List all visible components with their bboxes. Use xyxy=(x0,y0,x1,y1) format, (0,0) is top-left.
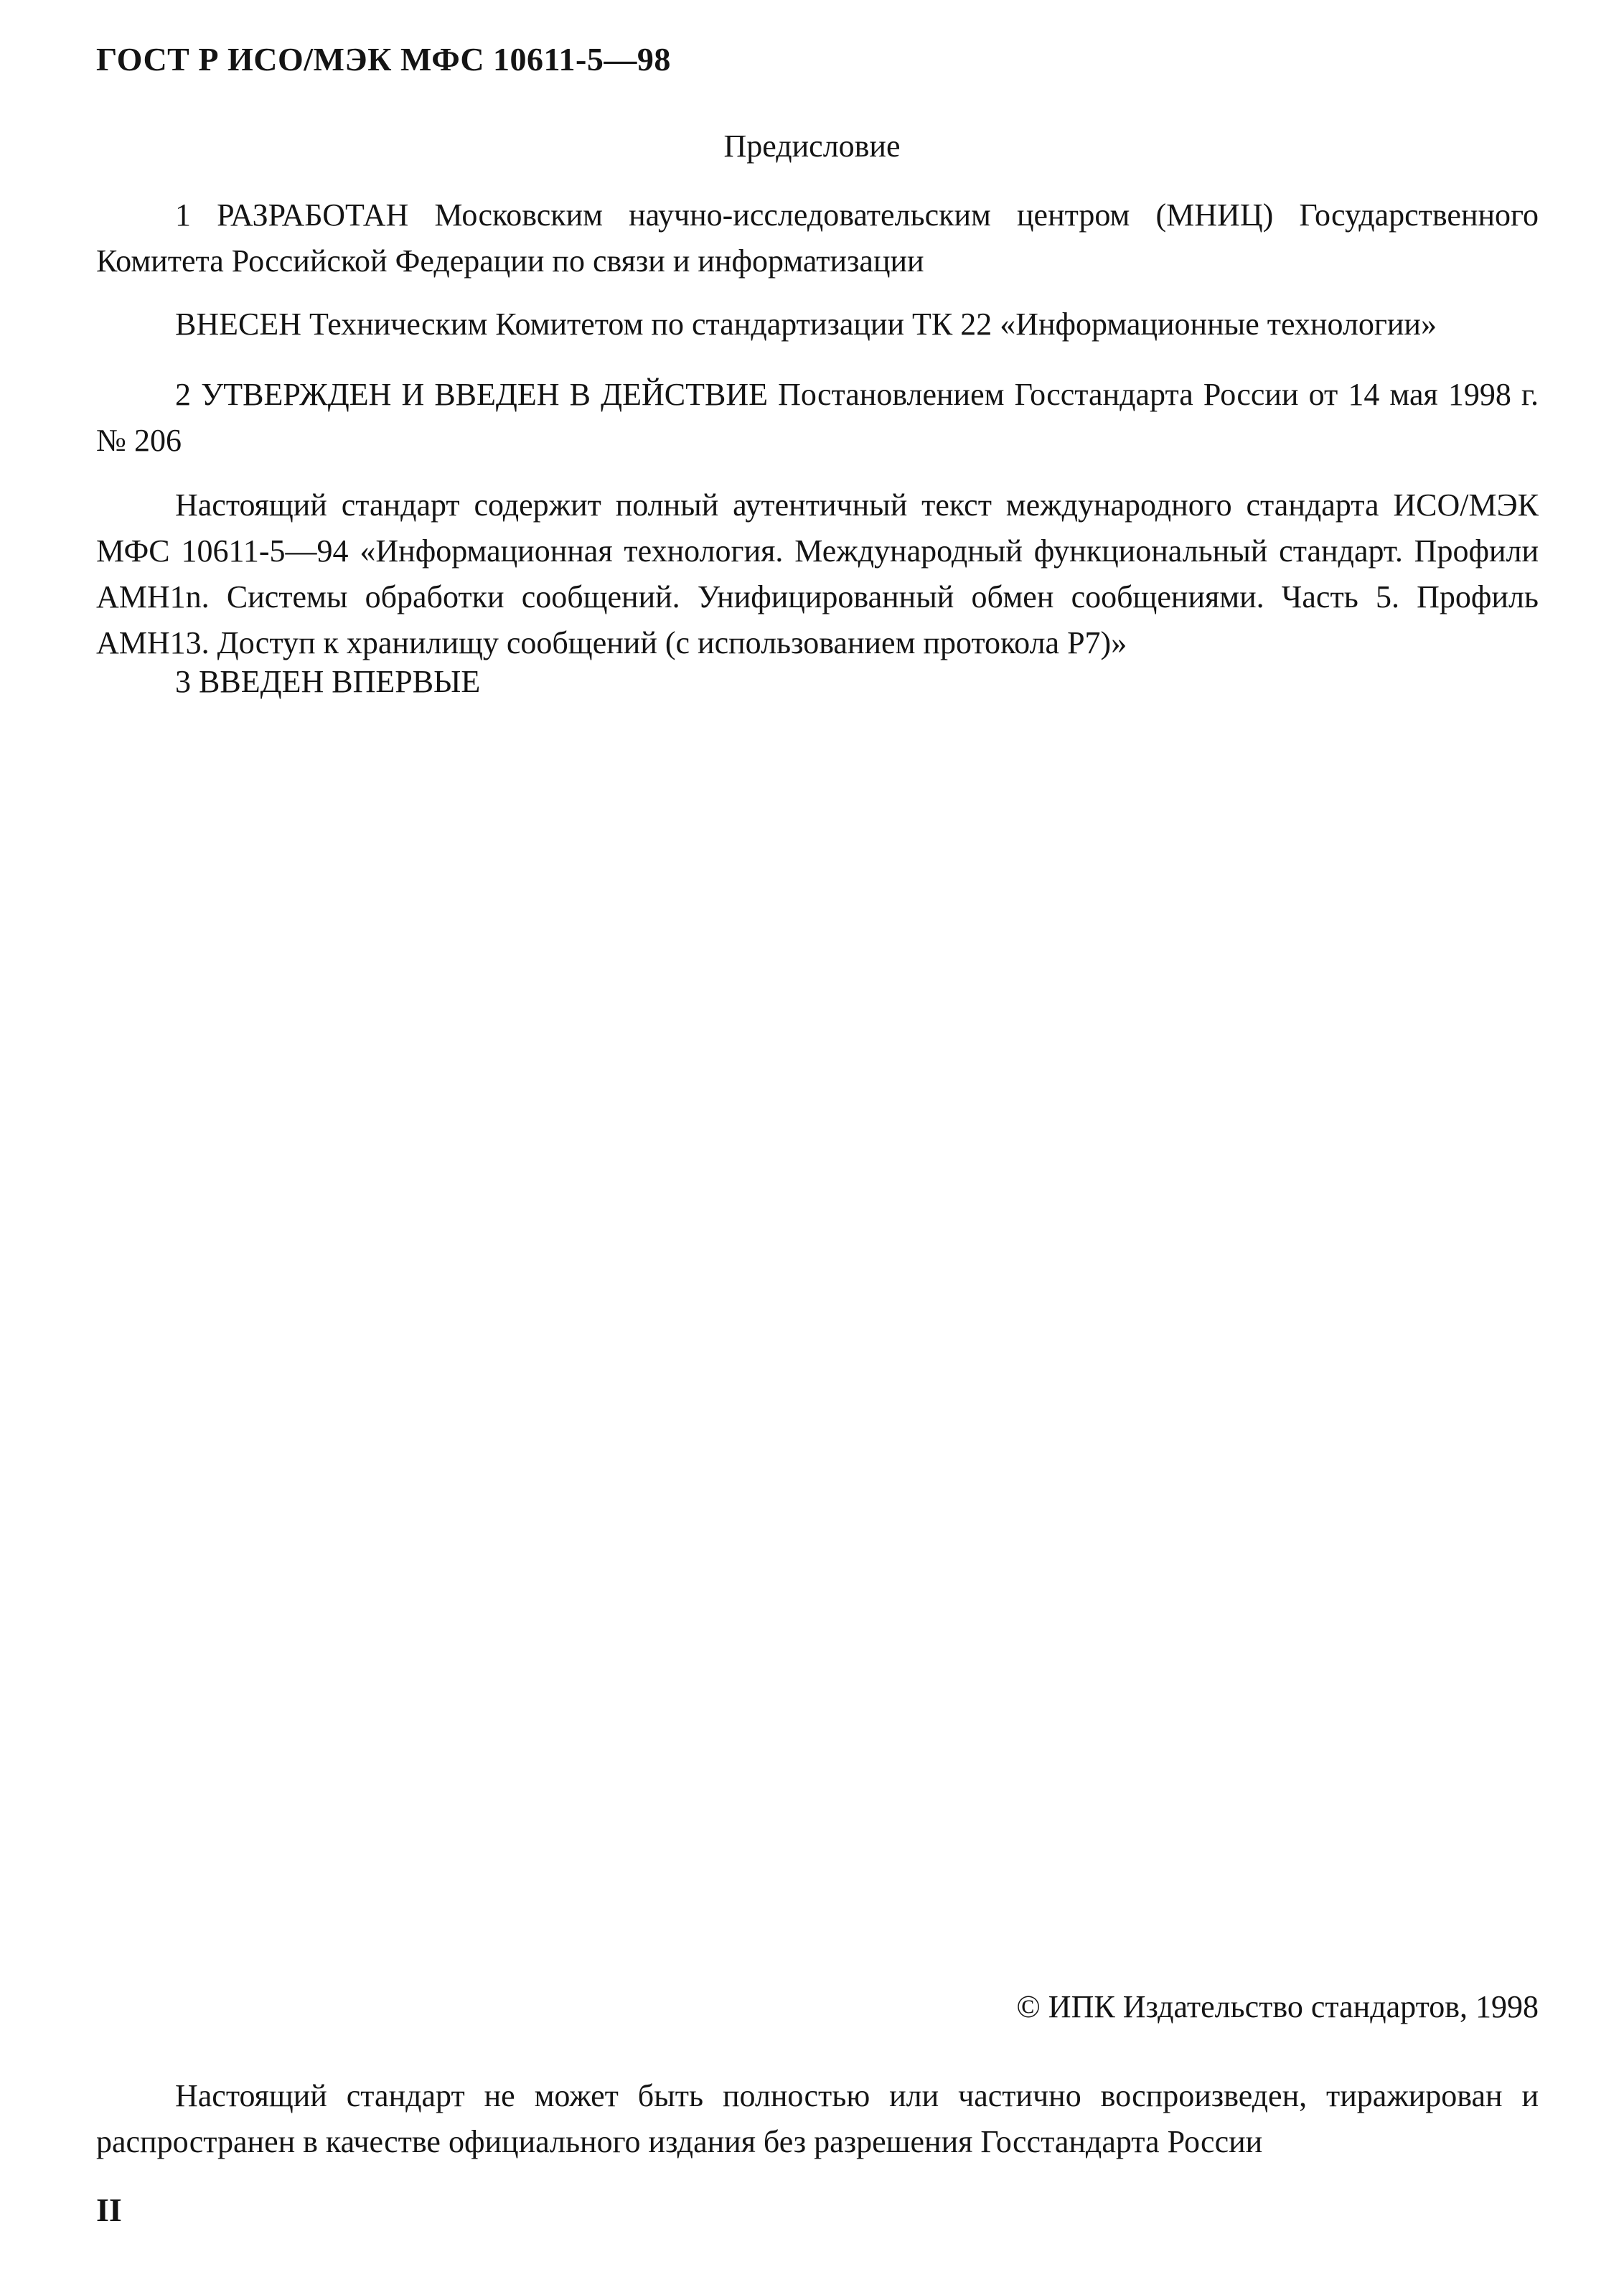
copyright-line: © ИПК Издательство стандартов, 1998 xyxy=(1016,1989,1539,2024)
reproduction-notice-text: Настоящий стандарт не может быть полностью или частично воспроизведен, тиражирован и распространен в качестве официального издания без разрешения Госстандарта России xyxy=(96,2078,1539,2159)
preface-item-developed xyxy=(96,192,1539,284)
preface-item-developed-text: 1 РАЗРАБОТАН Московским научно-исследовательским центром (МНИЦ) Государственного Комитета Российской Федерации по связи и информатизации xyxy=(96,197,1539,279)
preface-item-approved xyxy=(96,372,1539,464)
preface-authentic-text-content: Настоящий стандарт содержит полный аутентичный текст международного стандарта ИСО/МЭК МФС 10611-5—94 «Информационная технология. Международный функциональный стандарт. Профили AMH1n. Системы обработки сообщений. Унифицированный обмен сообщениями. Часть 5. Профиль AMH13. Доступ к хранилищу сообщений (с использованием протокола P7)» xyxy=(96,487,1539,660)
preface-authentic-text xyxy=(96,482,1539,666)
preface-item-first-introduced xyxy=(96,659,1539,705)
preface-title: Предисловие xyxy=(723,128,901,164)
reproduction-notice xyxy=(96,2073,1539,2165)
preface-item-introduced xyxy=(96,301,1539,347)
page-number: II xyxy=(96,2192,122,2228)
document-designation: ГОСТ Р ИСО/МЭК МФС 10611-5—98 xyxy=(96,41,671,78)
preface-item-introduced-text: ВНЕСЕН Техническим Комитетом по стандартизации ТК 22 «Информационные технологии» xyxy=(175,307,1437,342)
preface-item-approved-text: 2 УТВЕРЖДЕН И ВВЕДЕН В ДЕЙСТВИЕ Постановлением Госстандарта России от 14 мая 1998 г. № 206 xyxy=(96,377,1539,458)
preface-item-first-introduced-text: 3 ВВЕДЕН ВПЕРВЫЕ xyxy=(175,664,481,699)
